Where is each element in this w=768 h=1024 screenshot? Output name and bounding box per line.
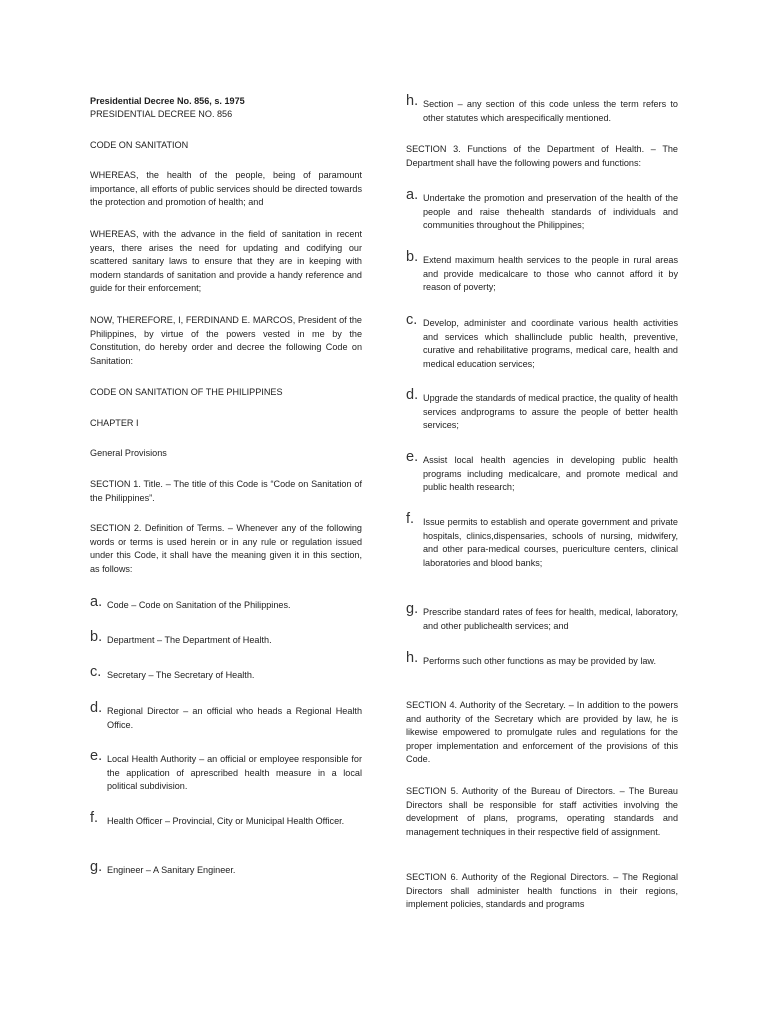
item-letter: g. — [90, 859, 103, 875]
whereas-paragraph-2: WHEREAS, with the advance in the field of sanitation in recent years, there arises the need for updating and codifying our scattered sanitary laws to ensure that they are in keeping with modern standards of sanitation and provide a handy reference and guide for their enforcement; — [90, 229, 362, 294]
item-text: Extend maximum health services to the people in rural areas and provide medicalcare to those who cannot afford it by reason of poverty; — [423, 255, 678, 293]
item-letter: d. — [90, 700, 103, 716]
code-title: CODE ON SANITATION OF THE PHILIPPINES — [90, 387, 283, 397]
item-text: Health Officer – Provincial, City or Municipal Health Officer. — [107, 816, 345, 826]
decree-title: Presidential Decree No. 856, s. 1975 — [90, 96, 245, 106]
item-text: Department – The Department of Health. — [107, 635, 272, 645]
item-text: Regional Director – an official who heads a Regional Health Office. — [107, 706, 362, 730]
item-text: Issue permits to establish and operate government and private hospitals, clinics,dispensaries, schools of nursing, midwifery, and other para-medical courses, puericulture centers, clinical laboratories and blood banks; — [423, 517, 678, 568]
section-4: SECTION 4. Authority of the Secretary. – In addition to the powers and authority of the Secretary which are provided by law, he is likewise empowered to promulgate rules and regulations for the proper implementation and enforcement of the provisions of this Code. — [406, 700, 678, 765]
item-letter: f. — [90, 810, 99, 826]
item-text: Section – any section of this code unless the term refers to other statutes which arespecifically mentioned. — [423, 99, 678, 123]
item-letter: a. — [406, 187, 419, 203]
section-3: SECTION 3. Functions of the Department of Health. – The Department shall have the following powers and functions: — [406, 144, 678, 168]
section-5: SECTION 5. Authority of the Bureau of Directors. – The Bureau Directors shall be responsible for staff activities involving the development of plans, programs, operating standards and management techniques in their respective field of assignment. — [406, 786, 678, 837]
whereas-paragraph-1: WHEREAS, the health of the people, being of paramount importance, all efforts of public services should be directed towards the protection and promotion of health; and — [90, 170, 362, 208]
item-text: Performs such other functions as may be provided by law. — [423, 656, 657, 666]
item-text: Local Health Authority – an official or employee responsible for the application of aprescribed health measure in a local political subdivision. — [107, 754, 362, 792]
code-heading: CODE ON SANITATION — [90, 140, 189, 150]
section-2: SECTION 2. Definition of Terms. – Whenever any of the following words or terms is used herein or in any rule or regulation issued under this Code, it shall have the meaning given it in this section, as follows: — [90, 523, 362, 574]
item-letter: c. — [90, 664, 102, 680]
item-letter: f. — [406, 511, 415, 527]
now-therefore-paragraph: NOW, THEREFORE, I, FERDINAND E. MARCOS, President of the Philippines, by virtue of the powers vested in me by the Constitution, do hereby order and decree the following Code on Sanitation: — [90, 315, 362, 366]
item-letter: c. — [406, 312, 418, 328]
section-1: SECTION 1. Title. – The title of this Code is “Code on Sanitation of the Philippines”. — [90, 479, 362, 503]
chapter-heading: CHAPTER I — [90, 418, 139, 428]
item-text: Secretary – The Secretary of Health. — [107, 670, 255, 680]
item-letter: e. — [406, 449, 419, 465]
item-letter: h. — [406, 93, 419, 109]
item-text: Engineer – A Sanitary Engineer. — [107, 865, 236, 875]
item-letter: e. — [90, 748, 103, 764]
item-text: Assist local health agencies in developing public health programs including medicalcare, and promote medical and public health research; — [423, 455, 678, 493]
item-letter: b. — [406, 249, 419, 265]
item-text: Undertake the promotion and preservation of the health of the people and raise thehealth standards of individuals and communities throughout the Philippines; — [423, 193, 678, 231]
item-text: Upgrade the standards of medical practice, the quality of health services andprograms to assure the people of better health services; — [423, 393, 678, 431]
item-text: Prescribe standard rates of fees for health, medical, laboratory, and other publichealth services; and — [423, 607, 678, 631]
item-letter: d. — [406, 387, 419, 403]
section-6: SECTION 6. Authority of the Regional Directors. – The Regional Directors shall administer health functions in their regions, implement policies, standards and programs — [406, 872, 678, 910]
decree-subtitle: PRESIDENTIAL DECREE NO. 856 — [90, 109, 233, 119]
item-letter: g. — [406, 601, 419, 617]
item-letter: h. — [406, 650, 419, 666]
item-text: Develop, administer and coordinate various health activities and services which shallinclude public health, preventive, curative and rehabilitative programs, medical care, health and medical education services; — [423, 318, 678, 369]
general-provisions-heading: General Provisions — [90, 448, 167, 458]
item-letter: a. — [90, 594, 103, 610]
item-text: Code – Code on Sanitation of the Philippines. — [107, 600, 291, 610]
item-letter: b. — [90, 629, 103, 645]
